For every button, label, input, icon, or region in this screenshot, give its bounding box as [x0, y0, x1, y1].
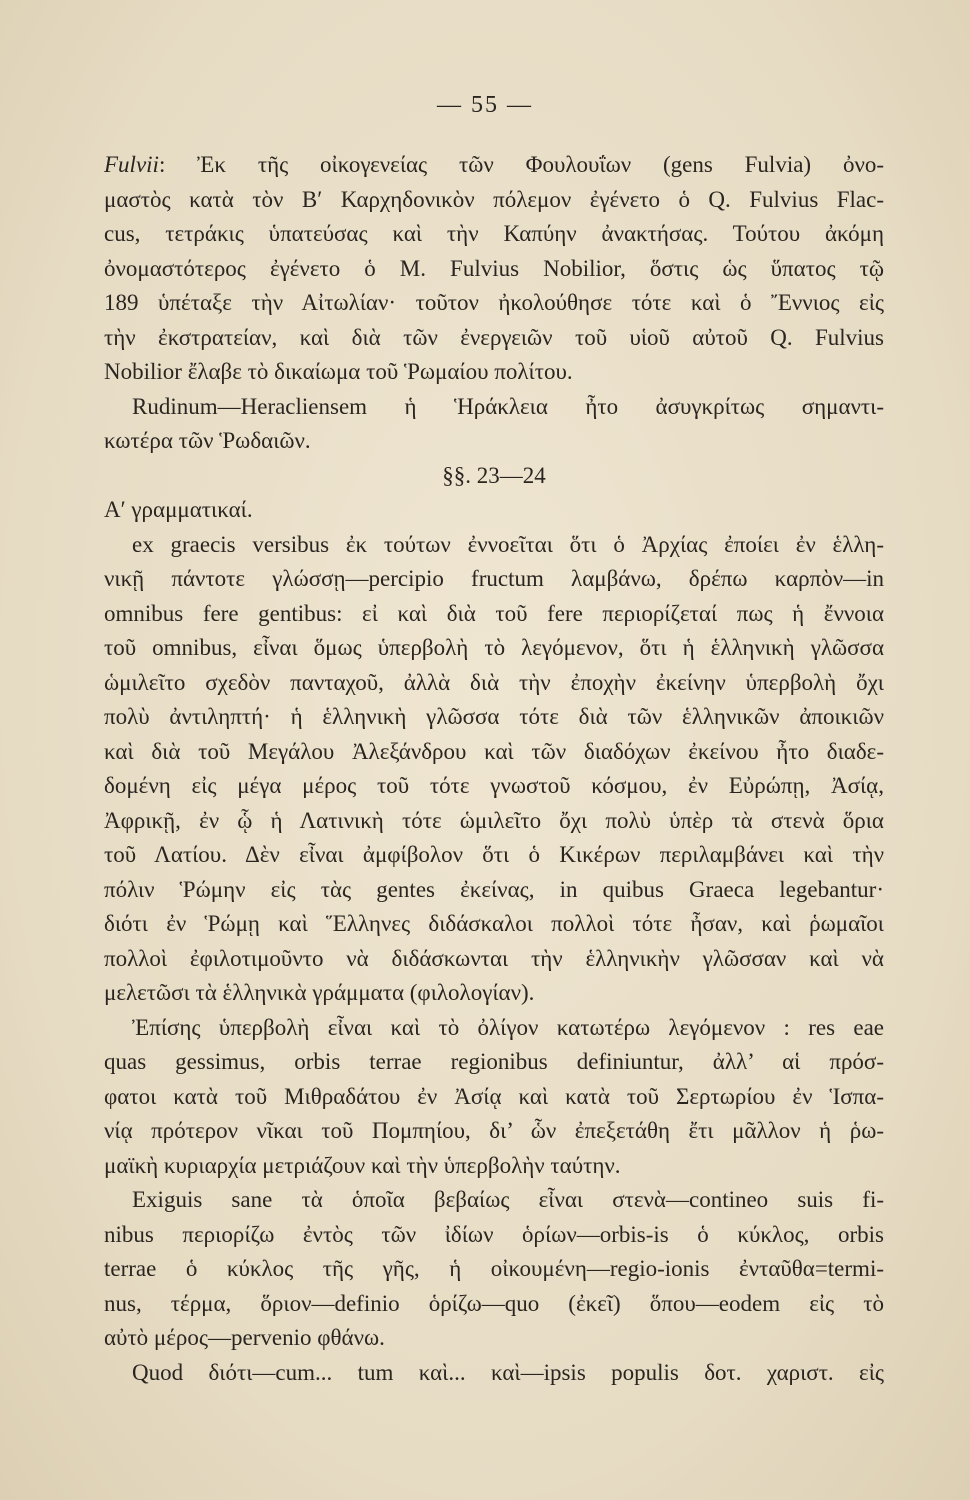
page-number: — 55 — — [437, 92, 533, 118]
text-line: nibus περιορίζω ἐντὸς τῶν ἰδίων ὁρίων—orbis-is ὁ κύκλος, orbis — [104, 1221, 884, 1247]
text-fragment: : Ἐκ τῆς οἰκογενείας τῶν Φουλουΐων (gens Fulvia) ὀνο- — [158, 152, 884, 177]
text-line: quas gessimus, orbis terrae regionibus definiuntur, ἀλλ’ αἱ πρόσ- — [104, 1049, 884, 1074]
text-line: κωτέρα τῶν Ῥωδαιῶν. — [104, 428, 311, 453]
section-subheading: Α′ γραμματικαί. — [104, 497, 253, 522]
text-line: τὴν ἐκστρατείαν, καὶ διὰ τῶν ἐνεργειῶν τοῦ υἱοῦ αὐτοῦ Q. Fulvius — [104, 324, 884, 350]
text-line: Nobilior ἔλαβε τὸ δικαίωμα τοῦ Ῥωμαίου πολίτου. — [104, 359, 573, 384]
text-line: πολὺ ἀντιληπτή· ἡ ἑλληνικὴ γλῶσσα τότε διὰ τῶν ἑλληνικῶν ἀποικιῶν — [104, 704, 884, 729]
section-heading: §§. 23—24 — [442, 462, 546, 488]
text-line: πολλοὶ ἐφιλοτιμοῦντο νὰ διδάσκωνται τὴν ἑλληνικὴν γλῶσσαν καὶ νὰ — [104, 945, 884, 971]
text-line: Quod διότι—cum... tum καὶ... καὶ—ipsis populis δοτ. χαριστ. εἰς — [132, 1359, 884, 1385]
paragraph-episis — [104, 1011, 884, 1184]
text-line: Rudinum—Heracliensem ἡ Ἡράκλεια ἦτο ἀσυγκρίτως σημαντι- — [132, 393, 884, 419]
text-line: Ἐπίσης ὑπερβολὴ εἶναι καὶ τὸ ὀλίγον κατωτέρω λεγόμενον : res eae — [132, 1014, 884, 1040]
text-line: μελετῶσι τὰ ἑλληνικὰ γράμματα (φιλολογίαν). — [104, 980, 535, 1005]
text-line: ex graecis versibus ἐκ τούτων ἐννοεῖται ὅτι ὁ Ἀρχίας ἐποίει ἐν ἑλλη- — [132, 531, 884, 557]
text-line: ὀνομαστότερος ἐγένετο ὁ Μ. Fulvius Nobilior, ὅστις ὡς ὕπατος τῷ — [104, 255, 884, 281]
text-line: ὡμιλεῖτο σχεδὸν πανταχοῦ, ἀλλὰ διὰ τὴν ἐποχὴν ἐκείνην ὑπερβολὴ ὄχι — [104, 669, 884, 695]
paragraph-rudinum — [104, 390, 884, 459]
text-line — [104, 148, 884, 183]
text-line: τοῦ omnibus, εἶναι ὅμως ὑπερβολὴ τὸ λεγόμενον, ὅτι ἡ ἑλληνικὴ γλῶσσα — [104, 635, 884, 660]
text-line: cus, τετράκις ὑπατεύσας καὶ τὴν Καπύην ἀνακτήσας. Τούτου ἀκόμη — [104, 221, 884, 246]
text-line: Ἀφρικῇ, ἐν ᾧ ἡ Λατινικὴ τότε ὡμιλεῖτο ὄχι πολὺ ὑπὲρ τὰ στενὰ ὅρια — [104, 807, 884, 833]
text-line: Exiguis sane τὰ ὁποῖα βεβαίως εἶναι στενὰ—contineo suis fi- — [132, 1187, 884, 1212]
text-line: 189 ὑπέταξε τὴν Αἰτωλίαν· τοῦτον ἠκολούθησε τότε καὶ ὁ Ἔννιος εἰς — [104, 290, 884, 315]
page-text — [104, 148, 884, 1390]
text-line: nus, τέρμα, ὅριον—definio ὁρίζω—quo (ἐκεῖ) ὅπου—eodem εἰς τὸ — [104, 1290, 884, 1316]
text-line: omnibus fere gentibus: εἰ καὶ διὰ τοῦ fere περιορίζεταί πως ἡ ἔννοια — [104, 600, 884, 626]
text-line: δομένη εἰς μέγα μέρος τοῦ τότε γνωστοῦ κόσμου, ἐν Εὐρώπῃ, Ἀσίᾳ, — [104, 773, 884, 798]
paragraph-fulvii — [104, 148, 884, 390]
text-line: νίᾳ πρότερον νῖκαι τοῦ Πομπηίου, δι’ ὧν ἐπεξετάθη ἔτι μᾶλλον ἡ ῥω- — [104, 1118, 884, 1143]
text-line: τοῦ Λατίου. Δὲν εἶναι ἀμφίβολον ὅτι ὁ Κικέρων περιλαμβάνει καὶ τὴν — [104, 842, 884, 867]
text-line: μαϊκὴ κυριαρχία μετριάζουν καὶ τὴν ὑπερβολὴν ταύτην. — [104, 1152, 621, 1178]
text-line: αὐτὸ μέρος—pervenio φθάνω. — [104, 1325, 385, 1350]
paragraph-ex-graecis — [104, 528, 884, 1011]
text-line: καὶ διὰ τοῦ Μεγάλου Ἀλεξάνδρου καὶ τῶν διαδόχων ἐκείνου ἦτο διαδε- — [104, 738, 884, 764]
text-line: φατοι κατὰ τοῦ Μιθραδάτου ἐν Ἀσίᾳ καὶ κατὰ τοῦ Σερτωρίου ἐν Ἱσπα- — [104, 1083, 884, 1109]
term-fulvii: Fulvii — [104, 152, 159, 177]
text-line: terrae ὁ κύκλος τῆς γῆς, ἡ οἰκουμένη—regio-ionis ἐνταῦθα=termi- — [104, 1256, 884, 1281]
text-line: πόλιν Ῥώμην εἰς τὰς gentes ἐκείνας, in quibus Graeca legebantur· — [104, 876, 884, 902]
text-line: διότι ἐν Ῥώμῃ καὶ Ἕλληνες διδάσκαλοι πολλοὶ τότε ἦσαν, καὶ ῥωμαῖοι — [104, 911, 884, 936]
text-line: νικῇ πάντοτε γλώσσῃ—percipio fructum λαμβάνω, δρέπω καρπὸν—in — [104, 566, 884, 591]
paragraph-exiguis — [104, 1183, 884, 1356]
paragraph-quod — [104, 1356, 884, 1391]
text-line: μαστὸς κατὰ τὸν Β′ Καρχηδονικὸν πόλεμον ἐγένετο ὁ Q. Fulvius Flac- — [104, 186, 884, 212]
